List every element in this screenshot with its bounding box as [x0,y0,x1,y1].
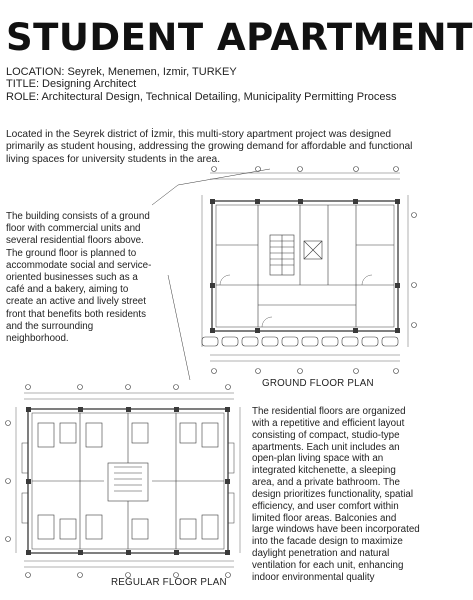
role-line: ROLE: Architectural Design, Technical Detailing, Municipality Permitting Process [6,90,397,103]
page-title: STUDENT APARTMENT [6,16,473,59]
location-line: LOCATION: Seyrek, Menemen, Izmir, TURKEY [6,66,237,78]
title-line: TITLE: Designing Architect [6,78,137,91]
residential-floor-description: The residential floors are organized with a repetitive and efficient layout consisting of compact, studio-type apartments. Each unit includes an open-plan living space with an integrated kitchenette, a sleeping area, and a private bathroom. The design prioritizes functionality, spatial efficiency, and user comfort within limited floor areas. Balconies and large windows have been incorporated into the facade design to maximize daylight penetration and natural ventilation for each unit, enhancing indoor environmental quality [252,406,420,583]
project-info [6,66,420,103]
ground-floor-description: The building consists of a ground floor with commercial units and several residential floors above. The ground floor is planned to accommodate social and service-oriented businesses such as a café and a bakery, aiming to create an active and lively street front that benefits both residents and the surrounding neighborhood. [6,211,152,345]
regular-floor-plan-drawing [4,383,252,579]
regular-floor-caption: REGULAR FLOOR PLAN [111,577,227,588]
ground-floor-caption: GROUND FLOOR PLAN [262,378,374,389]
ground-floor-plan-drawing [150,165,420,383]
intro-paragraph: Located in the Seyrek district of İzmir, this multi-story apartment project was designed primarily as student housing, addressing the growing demand for affordable and functional living spaces for university students in the area. [6,129,413,165]
